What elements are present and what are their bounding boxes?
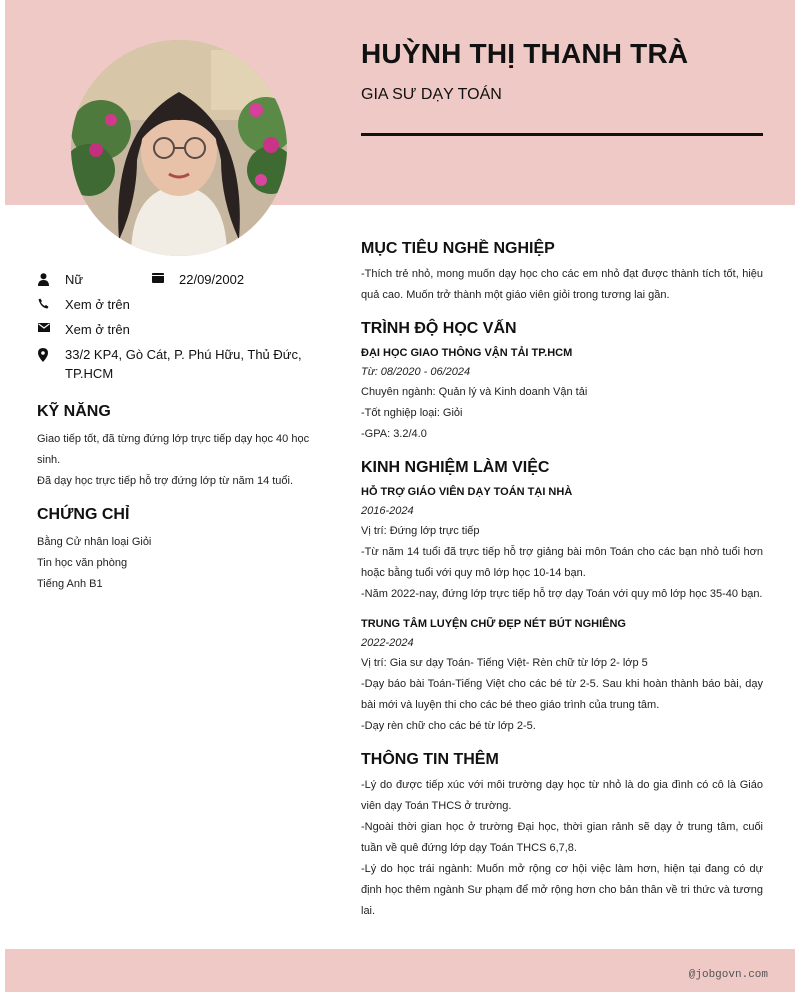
certificates-heading: CHỨNG CHỈ [37, 506, 130, 523]
experience-section [361, 459, 763, 737]
skills-heading: KỸ NĂNG [37, 403, 111, 420]
phone-text: Xem ở trên [65, 297, 130, 312]
education-period: Từ: 08/2020 - 06/2024 [361, 366, 471, 378]
left-column [37, 270, 327, 595]
user-icon [37, 270, 65, 286]
watermark: @jobgovn.com [688, 969, 768, 981]
school-name: ĐẠI HỌC GIAO THÔNG VẬN TẢI TP.HCM [361, 347, 573, 359]
job-line: -Dạy rèn chữ cho các bé từ lớp 2-5. [361, 720, 536, 732]
profile-photo [71, 40, 287, 256]
objective-section [361, 240, 763, 306]
phone-icon [37, 295, 65, 309]
phone-row [37, 295, 327, 314]
email-row [37, 320, 327, 339]
location-icon [37, 345, 65, 362]
education-line: -Tốt nghiệp loại: Giỏi [361, 407, 463, 419]
extra-line: -Lý do được tiếp xúc với môi trường dạy học từ nhỏ là do gia đình có cô là Giáo viên dạy Toán THCS ở trường. [361, 779, 763, 812]
job-org: HỖ TRỢ GIÁO VIÊN DẠY TOÁN TẠI NHÀ [361, 486, 573, 498]
job-title: GIA SƯ DẠY TOÁN [361, 86, 502, 103]
extra-section [361, 751, 763, 922]
job-period: 2016-2024 [361, 505, 414, 517]
job-line: Vị trí: Đứng lớp trực tiếp [361, 525, 480, 537]
education-section [361, 320, 763, 445]
candidate-name: HUỲNH THỊ THANH TRÀ [361, 38, 689, 69]
education-line: Chuyên ngành: Quản lý và Kinh doanh Vận tải [361, 386, 588, 398]
job-line: -Dạy báo bài Toán-Tiếng Việt cho các bé từ 2-5. Sau khi hoàn thành báo bài, dạy bài mới và luyện thi cho các bé theo giáo trình của trung tâm. [361, 678, 763, 711]
mail-icon [37, 320, 65, 332]
job-line: Vị trí: Gia sư dạy Toán- Tiếng Việt- Rèn chữ từ lớp 2- lớp 5 [361, 657, 648, 669]
extra-line: -Lý do học trái ngành: Muốn mở rộng cơ hội việc làm hơn, hiện tại đang có dự định học thêm ngành Sư phạm để mở rộng hơn cho bản thân về tri thức và tương lai. [361, 863, 763, 917]
experience-heading: KINH NGHIỆM LÀM VIỆC [361, 459, 550, 476]
job-line: -Từ năm 14 tuổi đã trực tiếp hỗ trợ giảng bài môn Toán cho các bạn nhỏ tuổi hơn hoặc bằng tuổi với quy mô lớp học 10-14 bạn. [361, 546, 763, 579]
header-divider [361, 133, 763, 136]
address-row [37, 345, 327, 383]
job-org: TRUNG TÂM LUYỆN CHỮ ĐẸP NÉT BÚT NGHIÊNG [361, 618, 626, 630]
address-text: 33/2 KP4, Gò Cát, P. Phú Hữu, Thủ Đức, TP.HCM [65, 347, 302, 381]
cv-page [5, 0, 795, 992]
extra-line: -Ngoài thời gian học ở trường Đại học, thời gian rảnh sẽ dạy ở trung tâm, cuối tuần về quê đứng lớp dạy Toán THCS 6,7,8. [361, 821, 763, 854]
objective-text: -Thích trẻ nhỏ, mong muốn dạy học cho các em nhỏ đạt được thành tích tốt, hiệu quả cao. Muốn trở thành một giáo viên giỏi trong tương lai gần. [361, 268, 763, 301]
certificate-item: Tin học văn phòng [37, 557, 128, 569]
job-period: 2022-2024 [361, 637, 414, 649]
education-heading: TRÌNH ĐỘ HỌC VẤN [361, 320, 517, 337]
dob-text: 22/09/2002 [179, 272, 245, 287]
certificate-item: Bằng Cử nhân loại Giỏi [37, 536, 152, 548]
gender-dob-row [37, 270, 327, 289]
extra-heading: THÔNG TIN THÊM [361, 751, 499, 768]
skill-item: Đã dạy học trực tiếp hỗ trợ đứng lớp từ năm 14 tuổi. [37, 475, 294, 487]
job-line: -Năm 2022-nay, đứng lớp trực tiếp hỗ trợ dạy Toán với quy mô lớp học 35-40 bạn. [361, 588, 763, 600]
footer-band [5, 949, 795, 992]
gender-text: Nữ [65, 272, 84, 287]
certificate-item: Tiếng Anh B1 [37, 578, 103, 590]
email-text: Xem ở trên [65, 322, 130, 337]
education-line: -GPA: 3.2/4.0 [361, 428, 427, 440]
objective-heading: MỤC TIÊU NGHỀ NGHIỆP [361, 240, 555, 257]
calendar-icon [151, 270, 179, 283]
right-column [361, 240, 763, 936]
skill-item: Giao tiếp tốt, đã từng đứng lớp trực tiếp dạy học 40 học sinh. [37, 433, 310, 466]
